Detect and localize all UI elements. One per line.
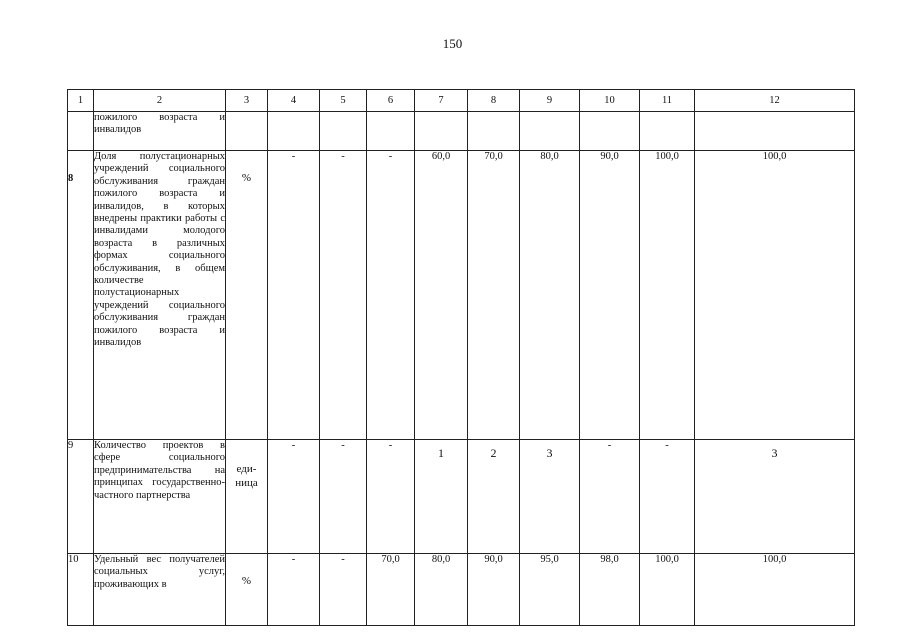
value-cell: - (320, 554, 367, 626)
value-cell: 3 (695, 440, 855, 554)
value-cell: 80,0 (520, 151, 580, 440)
value-cell: - (580, 440, 640, 554)
row-number-cell: 10 (68, 554, 94, 626)
value-cell: - (268, 440, 320, 554)
header-cell: 1 (68, 90, 94, 112)
value-cell: 90,0 (468, 554, 520, 626)
value-cell: 1 (415, 440, 468, 554)
value-cell: 100,0 (695, 151, 855, 440)
value-cell (320, 112, 367, 151)
value-cell (468, 112, 520, 151)
page-number: 150 (442, 36, 463, 51)
value-cell (367, 112, 415, 151)
table-header-row (68, 90, 855, 112)
header-cell: 6 (367, 90, 415, 112)
value-cell: 90,0 (580, 151, 640, 440)
indicator-name-cell: Количество проектов в сфере социального предпринимательства на принципах государственно-частного партнерства (94, 440, 226, 554)
value-cell: 98,0 (580, 554, 640, 626)
header-cell: 7 (415, 90, 468, 112)
header-cell: 9 (520, 90, 580, 112)
indicator-name-cell: Доля полустационарных учреждений социального обслуживания граждан пожилого возраста и инвалидов, в которых внедрены практики работы с инвалидами молодого возраста в различных формах социального обслуживания, в общем количестве полустационарных учреждений социального обслуживания граждан пожилого возраста и инвалидов (94, 151, 226, 440)
value-cell: - (268, 151, 320, 440)
header-cell: 3 (226, 90, 268, 112)
row-number-cell: 8 (68, 151, 94, 440)
header-cell: 2 (94, 90, 226, 112)
value-cell: 100,0 (640, 554, 695, 626)
value-cell: 100,0 (640, 151, 695, 440)
indicator-table (67, 89, 855, 626)
header-cell: 10 (580, 90, 640, 112)
value-cell: 70,0 (367, 554, 415, 626)
value-cell: - (268, 554, 320, 626)
header-cell: 12 (695, 90, 855, 112)
value-cell: - (367, 151, 415, 440)
value-cell: 2 (468, 440, 520, 554)
table-row-10 (68, 554, 855, 626)
value-cell (695, 112, 855, 151)
row-number-cell: 9 (68, 440, 94, 554)
unit-cell (226, 112, 268, 151)
table-row-8 (68, 151, 855, 440)
unit-cell: еди-ница (226, 440, 268, 554)
indicator-name-cell: Удельный вес получателей социальных услуг, проживающих в (94, 554, 226, 626)
value-cell (415, 112, 468, 151)
unit-cell: % (226, 554, 268, 626)
value-cell: - (320, 151, 367, 440)
value-cell: 80,0 (415, 554, 468, 626)
header-cell: 11 (640, 90, 695, 112)
value-cell: - (320, 440, 367, 554)
table-row-9 (68, 440, 855, 554)
header-cell: 5 (320, 90, 367, 112)
header-cell: 4 (268, 90, 320, 112)
indicator-name-cell: пожилого возраста и инвалидов (94, 112, 226, 151)
value-cell: 70,0 (468, 151, 520, 440)
value-cell: - (367, 440, 415, 554)
table-row-continued (68, 112, 855, 151)
value-cell (520, 112, 580, 151)
value-cell: 100,0 (695, 554, 855, 626)
value-cell (580, 112, 640, 151)
value-cell: 95,0 (520, 554, 580, 626)
value-cell: 3 (520, 440, 580, 554)
header-cell: 8 (468, 90, 520, 112)
value-cell (268, 112, 320, 151)
value-cell (640, 112, 695, 151)
value-cell: - (640, 440, 695, 554)
row-number-cell (68, 112, 94, 151)
value-cell: 60,0 (415, 151, 468, 440)
unit-cell: % (226, 151, 268, 440)
